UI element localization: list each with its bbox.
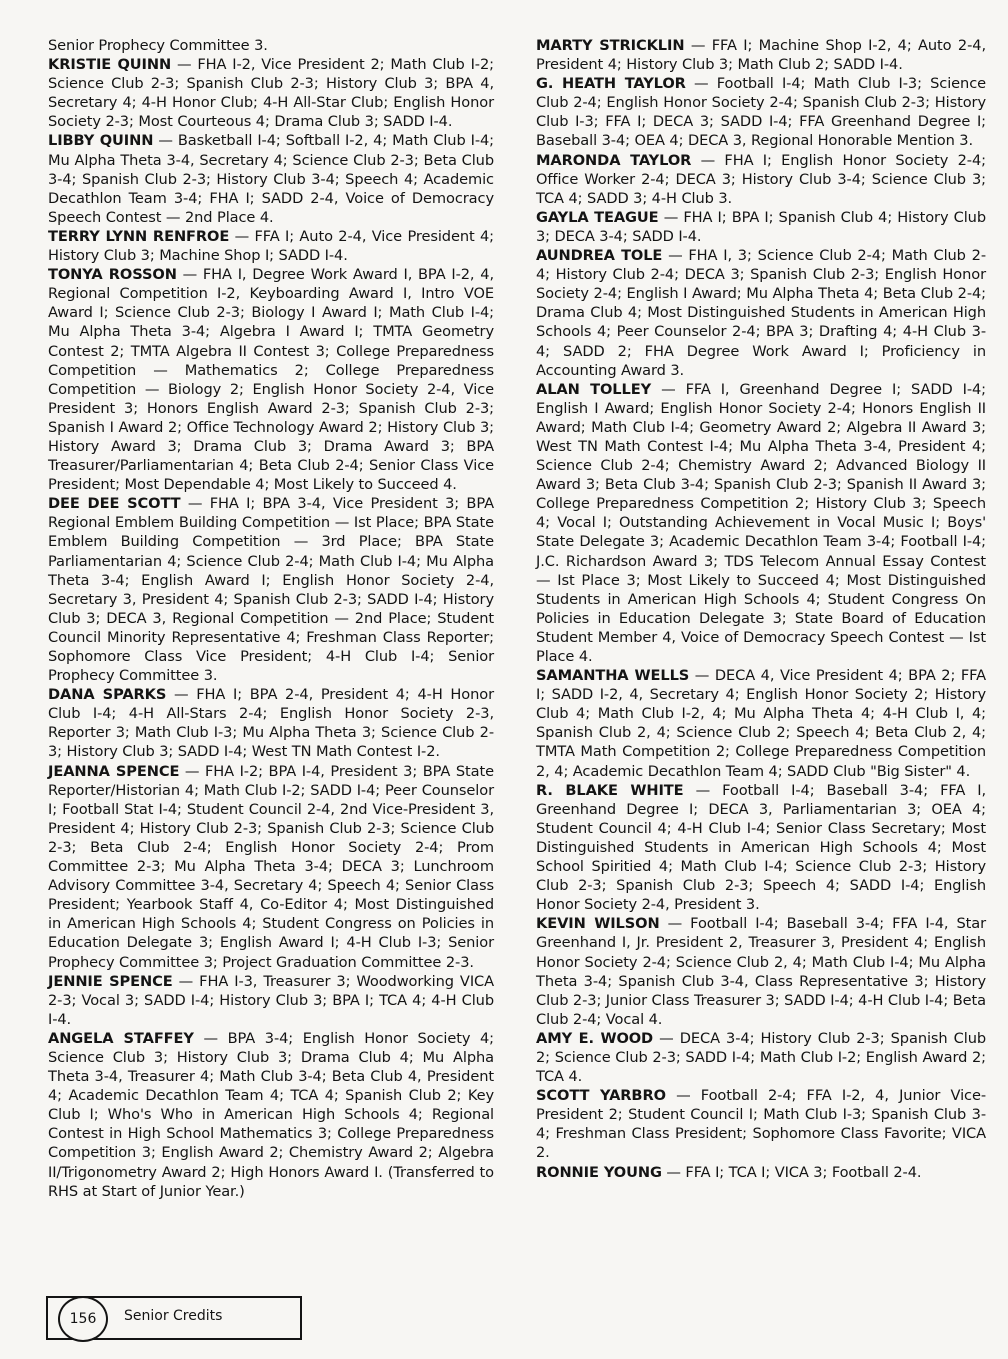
senior-activities: — DECA 3-4; History Club 2-3; Spanish Club 2; Science Club 2-3; SADD I-4; Math Club I-2; English Award 2; TCA 4. [536,1029,987,1086]
senior-entry [48,685,494,761]
senior-entry [536,36,986,74]
senior-name: GAYLA TEAGUE [536,208,659,226]
senior-activities: — FHA I; BPA 2-4, President 4; 4-H Honor Club I-4; 4-H All-Stars 2-4; English Honor Society 2-3, Reporter 3; Math Club I-3; Mu Alpha Theta 3; Science Club 2-3; History Club 3; SADD I-4; West TN Math Contest I-2. [48,686,494,761]
senior-entry [536,781,986,915]
senior-entry [48,972,494,1029]
senior-name: ANGELA STAFFEY [48,1029,194,1047]
left-column [48,36,494,1201]
senior-name: RONNIE YOUNG [536,1163,662,1181]
senior-activities: — FHA I-2; BPA I-4, President 3; BPA State Reporter/Historian 4; Math Club I-2; SADD I-4; Peer Counselor I; Football Stat I-4; Student Council 2-4, 2nd Vice-President 3, President 4; History Club 2-3; Spanish Club 2-3; Science Club 2-3; Beta Club 2-4; English Honor Society 2-4; Prom Committee 2-3; Mu Alpha Theta 3-4; DECA 3; Lunchroom Advisory Committee 3-4, Secretary 4; Speech 4; Senior Class President; Yearbook Staff 4, Co-Editor 4; Most Distinguished in American High Schools 4; Student Congress on Policies in Education Delegate 3; English Award I; 4-H Club I-3; Senior Prophecy Committee 3; Project Graduation Committee 2-3. [48,762,494,971]
senior-entry [536,666,986,781]
senior-activities: — FHA I-3, Treasurer 3; Woodworking VICA 2-3; Vocal 3; SADD I-4; History Club 3; BPA I; TCA 4; 4-H Club I-4. [48,972,494,1028]
senior-activities: — FHA I; English Honor Society 2-4; Office Worker 2-4; DECA 3; History Club 3-4; Science Club 3; TCA 4; SADD 3; 4-H Club 3. [536,151,986,207]
senior-name: AUNDREA TOLE [536,247,663,265]
senior-name: KEVIN WILSON [536,915,660,933]
senior-name: TONYA ROSSON [48,266,177,284]
senior-name: KRISTIE QUINN [48,56,172,74]
senior-entry [536,1086,986,1162]
senior-name: LIBBY QUINN [48,132,154,150]
senior-activities: — FFA I; TCA I; VICA 3; Football 2-4. [661,1163,922,1181]
senior-entry [536,1029,986,1086]
senior-activities: — BPA 3-4; English Honor Society 4; Science Club 3; History Club 3; Drama Club 4; Mu Alpha Theta 3-4, Treasurer 4; Math Club 3-4; Beta Club 4, President 4; Academic Decathlon Team 4; TCA 4; Spanish Club 2; Key Club I; Who's Who in American High Schools 4; Regional Contest in High School Mathematics 3; College Preparedness Competition 3; English Award 2; Chemistry Award 2; Algebra II/Trigonometry Award 2; High Honors Award I. (Transferred to RHS at Start of Junior Year.) [48,1029,494,1200]
senior-name: SAMANTHA WELLS [536,667,690,685]
senior-activities: — FHA I; BPA I; Spanish Club 4; History Club 3; DECA 3-4; SADD I-4. [536,208,986,245]
senior-name: G. HEATH TAYLOR [536,75,686,93]
senior-activities: — Basketball I-4; Softball I-2, 4; Math Club I-4; Mu Alpha Theta 3-4, Secretary 4; Science Club 2-3; Beta Club 3-4; Spanish Club 2-3; History Club 3-4; Speech 4; Academic Decathlon Team 3-4; FHA I; SADD 2-4, Voice of Democracy Speech Contest — 2nd Place 4. [48,132,494,226]
senior-activities: — Football I-4; Baseball 3-4; FFA I-4, Star Greenhand I, Jr. President 2, Treasurer 3, President 4; English Honor Society 2-4; Science Club 2, 4; Math Club I-4; Mu Alpha Theta 3-4; Spanish Club 3-4, Class Representative 3; History Club 2-3; Junior Class Treasurer 3; SADD I-4; 4-H Club I-4; Beta Club 2-4; Vocal 4. [536,915,986,1028]
senior-activities: — FHA I, 3; Science Club 2-4; Math Club 2-4; History Club 2-4; DECA 3; Spanish Club 2-3; English Honor Society 2-4; English I Award; Mu Alpha Theta 4; Beta Club 2-4; Drama Club 4; Most Distinguished Students in American High Schools 4; Peer Counselor 2-4; BPA 3; Drafting 4; 4-H Club 3-4; SADD 2; FHA Degree Work Award I; Proficiency in Accounting Award 3. [536,247,986,379]
senior-activities: — Football I-4; Math Club I-3; Science Club 2-4; English Honor Society 2-4; Spanish Club 2-3; History Club I-3; FFA I; DECA 3; SADD I-4; FFA Greenhand Degree I; Baseball 3-4; OEA 4; DECA 3, Regional Honorable Mention 3. [536,75,987,150]
senior-name: ALAN TOLLEY [536,380,652,398]
page-footer [46,1296,302,1340]
senior-entry [48,762,494,972]
senior-entry [48,227,494,265]
senior-entry [536,1163,986,1182]
senior-name: JENNIE SPENCE [48,972,173,990]
senior-entry [48,55,494,131]
senior-name: TERRY LYNN RENFROE [48,227,230,245]
senior-activities: — FHA I, Degree Work Award I, BPA I-2, 4, Regional Competition I-2, Keyboarding Award I, Intro VOE Award I; Science Club 2-3; Biology I Award I; Math Club I-4; Mu Alpha Theta 3-4; Algebra I Award I; TMTA Geometry Contest 2; TMTA Algebra II Contest 3; College Preparedness Competition — Mathematics 2; College Preparedness Competition — Biology 2; English Honor Society 2-4, Vice President 3; Honors English Award 2-3; Spanish Club 2-3; Spanish I Award 2; Office Technology Award 2; History Club 3; History Award 3; Drama Club 3; Drama Award 3; BPA Treasurer/Parliamentarian 4; Beta Club 2-4; Senior Class Vice President; Most Dependable 4; Most Likely to Succeed 4. [48,266,494,494]
senior-name: SCOTT YARBRO [536,1087,666,1105]
senior-activities: — FFA I, Greenhand Degree I; SADD I-4; English I Award; English Honor Society 2-4; Honors English II Award; Math Club I-4; Geometry Award 2; Algebra II Award 3; West TN Math Contest I-4; Mu Alpha Theta 3-4, President 4; Science Club 2-4; Chemistry Award 2; Advanced Biology II Award 3; Beta Club 3-4; Spanish Club 2-3; Spanish II Award 3; College Preparedness Competition 2; History Club 3; Speech 4; Vocal I; Outstanding Achievement in Vocal Music I; Boys' State Delegate 3; Academic Decathlon Team 3-4; Football I-4; J.C. Richardson Award 3; TDS Telecom Annual Essay Contest — Ist Place 3; Most Likely to Succeed 4; Most Distinguished Students in American High Schools 4; Student Congress On Policies in Education Delegate 3; State Board of Education Student Member 4, Voice of Democracy Speech Contest — Ist Place 4. [536,380,986,665]
senior-entry [48,1029,494,1201]
senior-entry [48,131,494,226]
senior-activities: — Football 2-4; FFA I-2, 4, Junior Vice-President 2; Student Council I; Math Club I-3; Spanish Club 3-4; Freshman Class President; Sophomore Class Favorite; VICA 2. [536,1087,986,1162]
senior-activities: — FFA I; Machine Shop I-2, 4; Auto 2-4, President 4; History Club 3; Math Club 2; SADD I-4. [536,37,986,74]
senior-name: DANA SPARKS [48,686,167,704]
right-column [536,36,986,1182]
senior-entry [536,208,986,246]
senior-entry [48,494,494,685]
senior-name: JEANNA SPENCE [48,762,180,780]
senior-activities: — Football I-4; Baseball 3-4; FFA I, Greenhand Degree I; DECA 3, Parliamentarian 3; OEA 4; Student Council 4; 4-H Club I-4; Senior Class Secretary; Most Distinguished Students in American High Schools 4; Most School Spiritied 4; Math Club I-4; Science Club 2-3; History Club 2-3; Spanish Club 2-3; Speech 4; SADD I-4; English Honor Society 2-4, President 3. [536,781,987,914]
section-label: Senior Credits [124,1308,223,1324]
page-number: 156 [58,1296,108,1342]
senior-activities: — FHA I; BPA 3-4, Vice President 3; BPA Regional Emblem Building Competition — Ist Place; BPA State Emblem Building Competition — 3rd Place; BPA State Parliamentarian 4; Science Club 2-4; Math Club I-4; Mu Alpha Theta 3-4; English Award I; English Honor Society 2-4, Secretary 3, President 4; Spanish Club 2-3; SADD I-4; History Club 3; DECA 3, Regional Competition — 2nd Place; Student Council Minority Representative 4; Freshman Class Reporter; Sophomore Class Vice President; 4-H Club I-4; Senior Prophecy Committee 3. [48,495,494,685]
senior-entry [536,380,986,666]
senior-activities: Senior Prophecy Committee 3. [48,37,268,54]
senior-activities: — FHA I-2, Vice President 2; Math Club I-2; Science Club 2-3; Spanish Club 2-3; History Club 3; BPA 4, Secretary 4; 4-H Honor Club; 4-H All-Star Club; English Honor Society 2-3; Most Courteous 4; Drama Club 3; SADD I-4. [48,56,494,131]
senior-entry [48,265,494,494]
senior-activities: — FFA I; Auto 2-4, Vice President 4; History Club 3; Machine Shop I; SADD I-4. [48,227,494,265]
senior-name: MARONDA TAYLOR [536,151,692,169]
senior-name: MARTY STRICKLIN [536,37,685,54]
senior-entry [536,151,986,208]
senior-entry [48,36,494,55]
senior-name: DEE DEE SCOTT [48,495,181,513]
senior-entry [536,74,986,150]
senior-name: AMY E. WOOD [536,1029,654,1047]
senior-entry [536,914,986,1029]
senior-name: R. BLAKE WHITE [536,781,684,799]
senior-activities: — DECA 4, Vice President 4; BPA 2; FFA I; SADD I-2, 4, Secretary 4; English Honor Society 2; History Club 4; Math Club I-2, 4; Mu Alpha Theta 4; 4-H Club I, 4; Spanish Club 2, 4; Science Club 2; Speech 4; Beta Club 2, 4; TMTA Math Competition 2; College Preparedness Competition 2, 4; Academic Decathlon Team 4; SADD Club "Big Sister" 4. [536,667,987,780]
senior-entry [536,246,986,380]
